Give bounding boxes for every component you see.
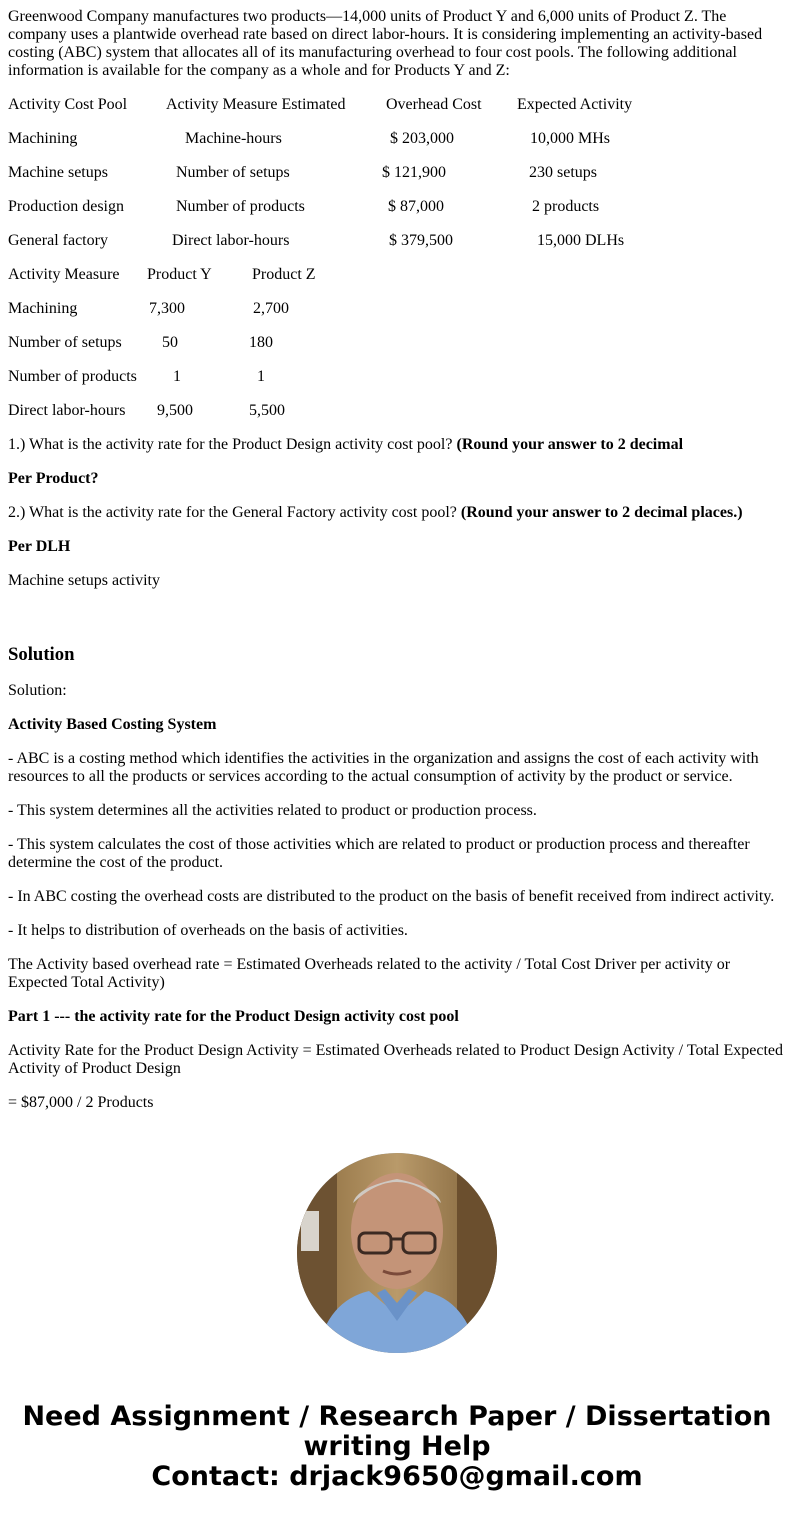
solution-formula: The Activity based overhead rate = Estimated Overheads related to the activity / Total Cost Driver per activity or Expected Total Activity) <box>8 956 731 991</box>
table2-cell: 1 <box>173 368 181 385</box>
table2-header: Product Z <box>252 266 316 283</box>
question-2-text: 2.) What is the activity rate for the General Factory activity cost pool? <box>8 504 461 521</box>
solution-bullet: - This system determines all the activities related to product or production process. <box>8 802 537 819</box>
solution-subheading: Activity Based Costing System <box>8 716 217 733</box>
person-portrait-icon <box>297 1153 497 1353</box>
part1-text: Activity Rate for the Product Design Activity = Estimated Overheads related to Product Design Activity / Total Expected Activity of Product Design <box>8 1042 783 1077</box>
table2-cell: 1 <box>257 368 265 385</box>
contact-banner <box>0 1402 794 1492</box>
table2-cell: 50 <box>162 334 178 351</box>
table1-cell: Number of products <box>176 198 305 215</box>
table1-cell: 230 setups <box>529 164 597 181</box>
table1-header: Activity Cost Pool <box>8 96 128 113</box>
table1-header: Overhead Cost <box>386 96 482 113</box>
table1-cell: Machine-hours <box>185 130 282 147</box>
table1-cell: $ 121,900 <box>382 164 446 181</box>
table2-row <box>8 402 786 420</box>
table2-cell: 5,500 <box>249 402 285 419</box>
table1-cell: 15,000 DLHs <box>537 232 625 249</box>
question-1-instruction: (Round your answer to 2 decimal <box>456 436 684 453</box>
table2-cell: 9,500 <box>157 402 193 419</box>
table2-header: Activity Measure <box>8 266 120 283</box>
banner-line: Need Assignment / Research Paper / Dissertation <box>22 1401 772 1432</box>
table2-header-row <box>8 266 786 284</box>
table1-cell: Direct labor-hours <box>172 232 290 249</box>
table2-row <box>8 334 786 352</box>
table2-row <box>8 300 786 318</box>
solution-bullet: - In ABC costing the overhead costs are distributed to the product on the basis of benefit received from indirect activity. <box>8 888 775 905</box>
table2-cell: 2,700 <box>253 300 289 317</box>
part1-calc: = $87,000 / 2 Products <box>8 1094 154 1111</box>
table1-row <box>8 232 786 250</box>
table1-cell: $ 87,000 <box>388 198 444 215</box>
table1-cell: General factory <box>8 232 108 249</box>
table2-cell: 180 <box>249 334 273 351</box>
question-1-text: 1.) What is the activity rate for the Product Design activity cost pool? <box>8 436 457 453</box>
solution-bullet: - It helps to distribution of overheads on the basis of activities. <box>8 922 408 939</box>
document-body <box>8 0 786 1112</box>
table2-header: Product Y <box>147 266 212 283</box>
table1-cell: Machine setups <box>8 164 108 181</box>
table2-row <box>8 368 786 386</box>
question-3: Machine setups activity <box>8 572 160 589</box>
table1-cell: Number of setups <box>176 164 290 181</box>
table2-cell: Number of products <box>8 368 137 385</box>
table1-row <box>8 164 786 182</box>
part1-heading: Part 1 --- the activity rate for the Product Design activity cost pool <box>8 1008 459 1025</box>
table1-cell: Machining <box>8 130 78 147</box>
question-1 <box>8 436 786 454</box>
solution-bullet: - This system calculates the cost of those activities which are related to product or production process and thereafter determine the cost of the product. <box>8 836 750 871</box>
table1-cell: 2 products <box>532 198 600 215</box>
table2-cell: Direct labor-hours <box>8 402 126 419</box>
table1-cell: $ 379,500 <box>389 232 453 249</box>
author-avatar <box>297 1153 497 1353</box>
table1-row <box>8 198 786 216</box>
question-1-unit: Per Product? <box>8 470 99 487</box>
question-intro: Greenwood Company manufactures two products—14,000 units of Product Y and 6,000 units of Product Z. The company uses a plantwide overhead rate based on direct labor-hours. It is considering implementing an activity-based costing (ABC) system that allocates all of its manufacturing overhead to four cost pools. The following additional information is available for the company as a whole and for Products Y and Z: <box>8 8 763 79</box>
solution-label: Solution: <box>8 682 67 699</box>
table1-cell: 10,000 MHs <box>530 130 611 147</box>
banner-contact-line: Contact: drjack9650@gmail.com <box>151 1461 643 1492</box>
question-2-unit: Per DLH <box>8 538 71 555</box>
table1-header-row <box>8 96 786 114</box>
table1-header: Expected Activity <box>517 96 633 113</box>
solution-heading: Solution <box>8 644 75 665</box>
table2-cell: 7,300 <box>149 300 185 317</box>
banner-line: writing Help <box>303 1431 491 1462</box>
question-2-instruction: (Round your answer to 2 decimal places.) <box>460 504 743 521</box>
table1-cell: $ 203,000 <box>390 130 454 147</box>
table1-header: Activity Measure Estimated <box>166 96 346 113</box>
table2-cell: Machining <box>8 300 78 317</box>
table1-cell: Production design <box>8 198 124 215</box>
table1-row <box>8 130 786 148</box>
table2-cell: Number of setups <box>8 334 122 351</box>
question-2 <box>8 504 786 522</box>
solution-bullet: - ABC is a costing method which identifies the activities in the organization and assigns the cost of each activity with resources to all the products or services according to the actual consumption of activity by the product or service. <box>8 750 759 785</box>
